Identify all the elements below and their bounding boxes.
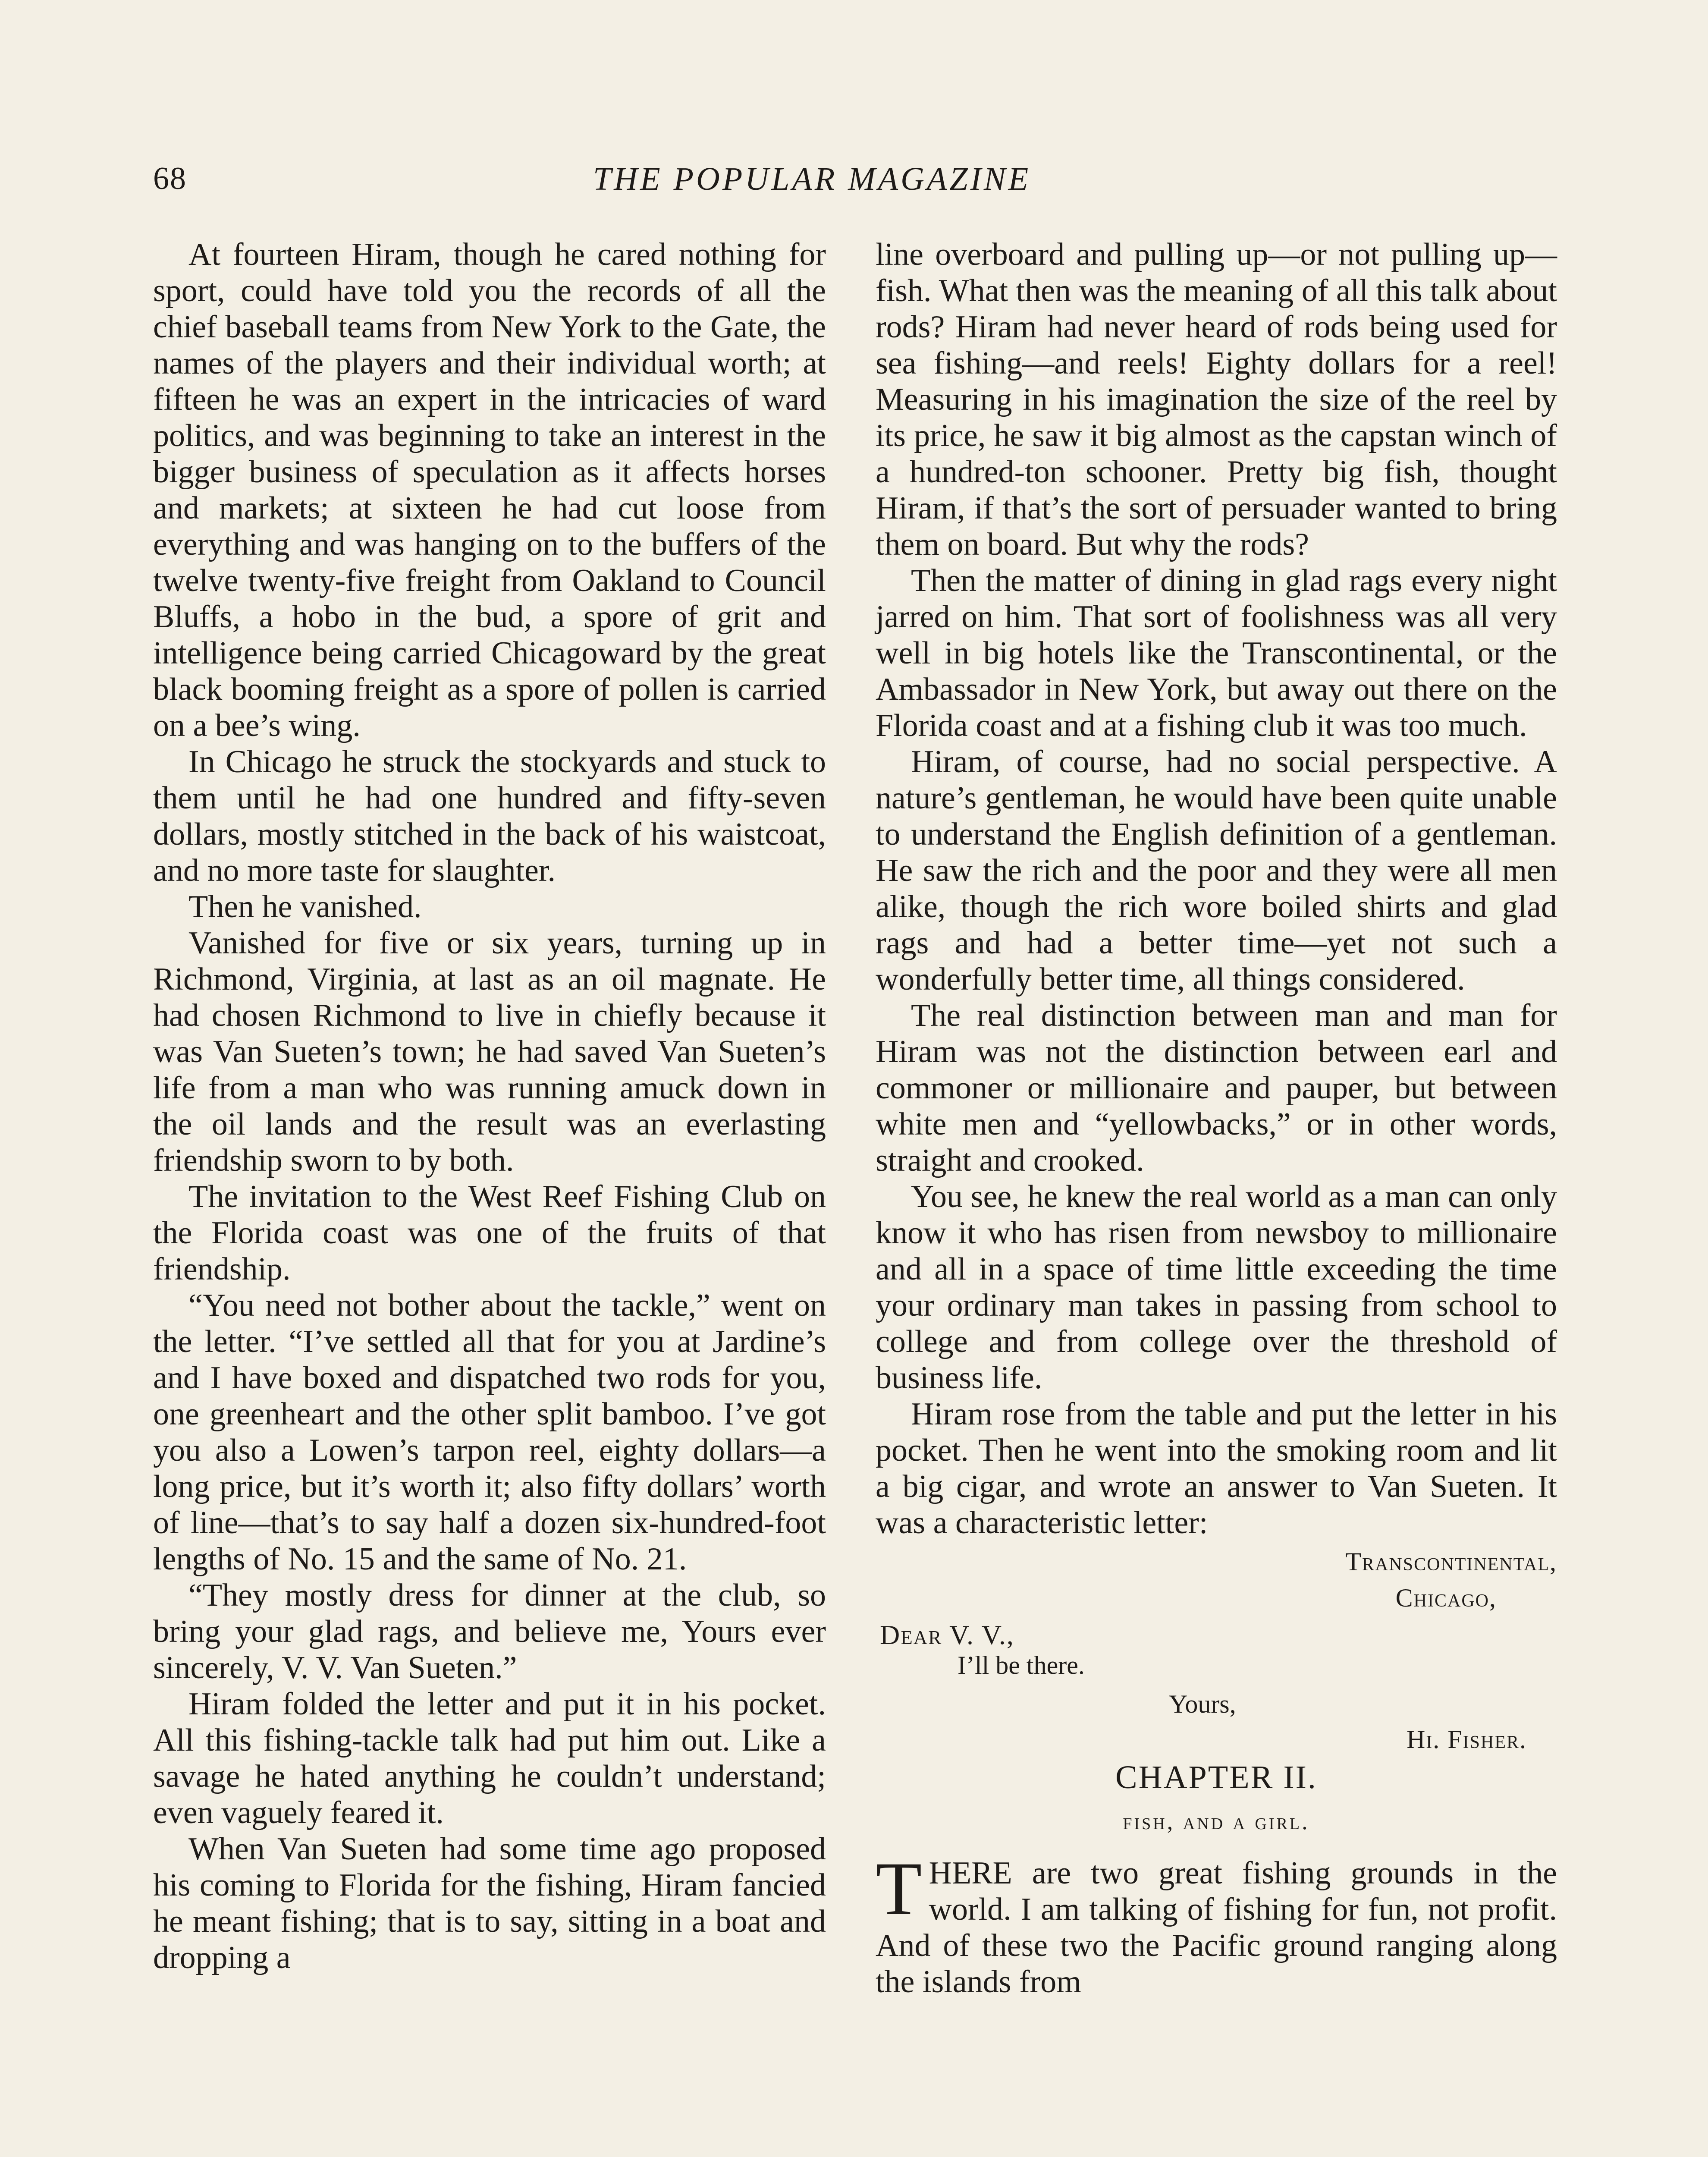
page-number: 68 [153,161,187,196]
chapter-opening-text: HERE are two great fishing grounds in the world. I am talking of fishing for fun, not profit. And of these two the Pacific ground ranging along the islands from [876,1855,1557,2000]
chapter-heading: CHAPTER II. [1115,1759,1317,1795]
paragraph: Vanished for five or six years, turning up in Richmond, Virginia, at last as an oil magnate. He had chosen Richmond to live in chiefly because it was Van Sueten’s town; he had saved Van Sueten’s life from a man who was running amuck down in the oil lands and the result was an everlasting friendship sworn to by both. [153,925,826,1178]
paragraph: At fourteen Hiram, though he cared nothing for sport, could have told you the records of all the chief baseball teams from New York to the Gate, the names of the players and their individual worth; at fifteen he was an expert in the intricacies of ward politics, and was beginning to take an interest in the bigger business of speculation as it affects horses and markets; at sixteen he had cut loose from everything and was hanging on to the buffers of the twelve twenty-five freight from Oakland to Council Bluffs, a hobo in the bud, a spore of grit and intelligence being carried Chicagoward by the great black booming freight as a spore of pollen is carried on a bee’s wing. [153,237,826,743]
letter-return-address-line-2: Chicago, [1395,1584,1497,1612]
paragraph: Then the matter of dining in glad rags every night jarred on him. That sort of foolishness was all very well in big hotels like the Transcontinental, or the Ambassador in New York, but away out there on the Florida coast and at a fishing club it was too much. [876,563,1557,743]
paragraph: The real distinction between man and man for Hiram was not the distinction between earl and commoner or millionaire and pauper, but between white men and “yellowbacks,” or in other words, straight and crooked. [876,998,1557,1178]
left-column [153,236,826,1976]
paragraph: Then he vanished. [188,889,422,924]
paragraph: You see, he knew the real world as a man can only know it who has risen from newsboy to millionaire and all in a space of time little exceeding the time your ordinary man takes in passing from school to college and from college over the threshold of business life. [876,1179,1557,1396]
paragraph: Hiram rose from the table and put the letter in his pocket. Then he went into the smoking room and lit a big cigar, and wrote an answer to Van Sueten. It was a characteristic letter: [876,1396,1557,1541]
letter-return-address-line-1: Transcontinental, [1345,1547,1557,1576]
right-column [876,236,1557,2000]
paragraph: The invitation to the West Reef Fishing Club on the Florida coast was one of the fruits of that friendship. [153,1179,826,1287]
paragraph: “You need not bother about the tackle,” went on the letter. “I’ve settled all that for you at Jardine’s and I have boxed and dispatched two rods for you, one greenheart and the other split bamboo. I’ve got you also a Lowen’s tarpon reel, eighty dollars—a long price, but it’s worth it; also fifty dollars’ worth of line—that’s to say half a dozen six-hundred-foot lengths of No. 15 and the same of No. 21. [153,1288,826,1577]
running-title: THE POPULAR MAGAZINE [593,161,1031,197]
chapter-opening-paragraph [876,1847,1557,2000]
paragraph: When Van Sueten had some time ago proposed his coming to Florida for the fishing, Hiram fancied he meant fishing; that is to say, sitting in a boat and dropping a [153,1831,826,1975]
paragraph: line overboard and pulling up—or not pulling up—fish. What then was the meaning of all this talk about rods? Hiram had never heard of rods being used for sea fishing—and reels! Eighty dollars for a reel! Measuring in his imagination the size of the reel by its price, he saw it big almost as the capstan winch of a hundred-ton schooner. Pretty big fish, thought Hiram, if that’s the sort of persuader wanted to bring them on board. But why the rods? [876,237,1557,562]
paragraph: Hiram, of course, had no social perspective. A nature’s gentleman, he would have been quite unable to understand the English definition of a gentleman. He saw the rich and the poor and they were all men alike, though the rich wore boiled shirts and glad rags and had a better time—yet not such a wonderfully better time, all things considered. [876,744,1557,997]
paragraph: In Chicago he struck the stockyards and stuck to them until he had one hundred and fifty-seven dollars, mostly stitched in the back of his waistcoat, and no more taste for slaughter. [153,744,826,888]
letter-signature: Hi. Fisher. [1406,1725,1527,1754]
chapter-subheading: fish, and a girl. [1123,1808,1310,1834]
drop-cap: T [876,1847,922,1931]
letter-block [876,1544,1557,1754]
letter-salutation: Dear V. V., [880,1619,1014,1650]
letter-closing: Yours, [1169,1690,1236,1718]
paragraph: “They mostly dress for dinner at the club, so bring your glad rags, and believe me, Yours ever sincerely, V. V. Van Sueten.” [153,1578,826,1685]
paragraph: Hiram folded the letter and put it in his pocket. All this fishing-tackle talk had put him out. Like a savage he hated anything he couldn’t understand; even vaguely feared it. [153,1686,826,1830]
letter-body: I’ll be there. [958,1651,1085,1679]
